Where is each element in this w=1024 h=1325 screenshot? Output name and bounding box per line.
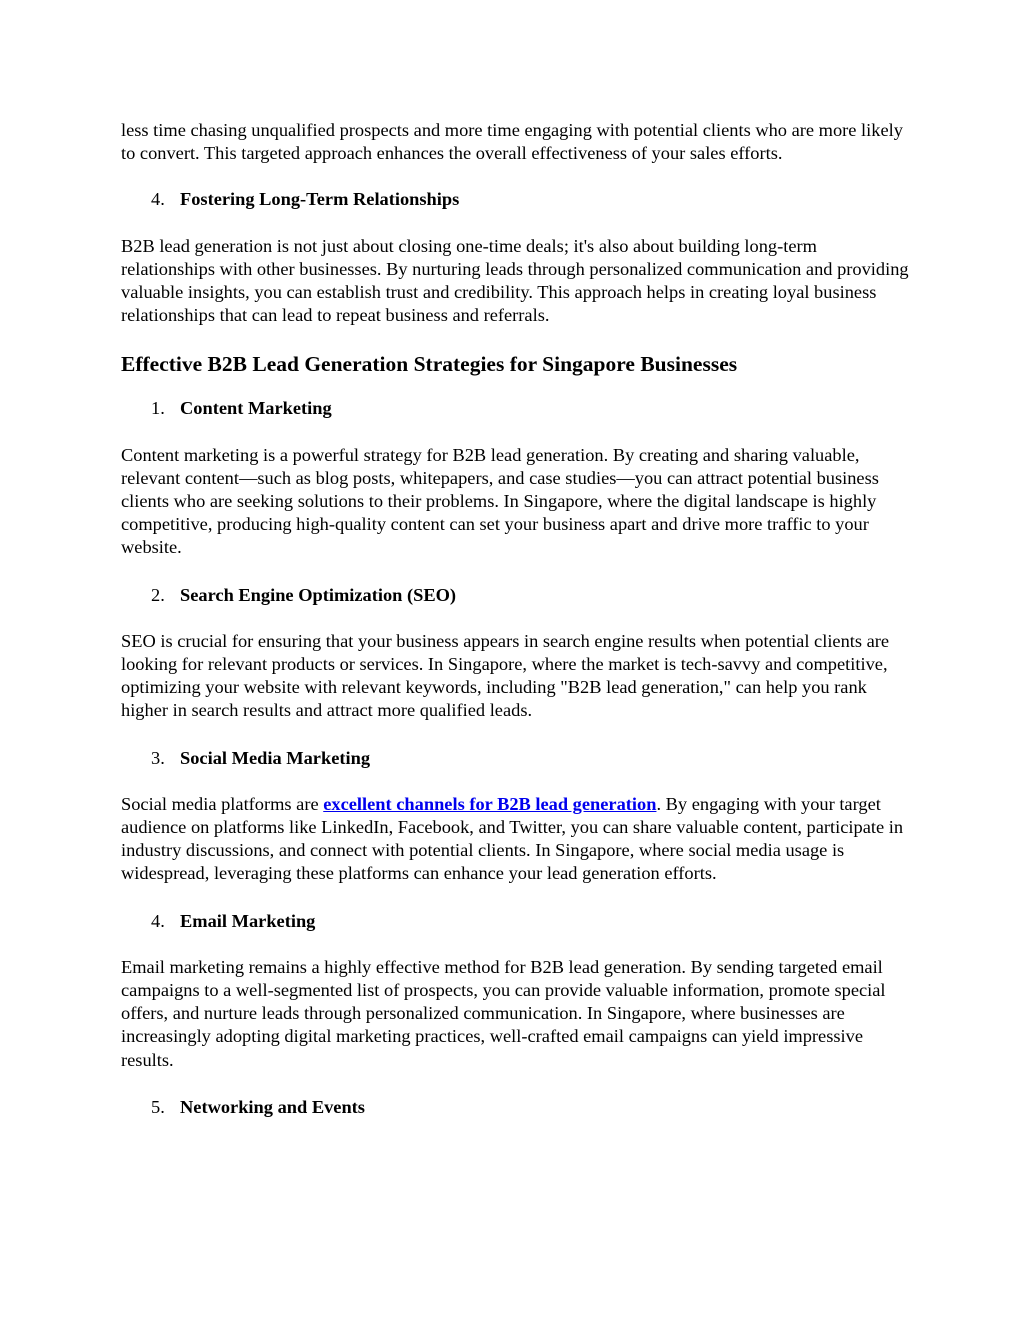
list-number: 4.	[151, 910, 165, 931]
list-item-title: Fostering Long-Term Relationships	[180, 189, 460, 210]
list-item-title: Content Marketing	[180, 398, 332, 419]
list-item-title: Email Marketing	[180, 910, 316, 931]
list-number: 3.	[151, 747, 165, 768]
list-item-title: Search Engine Optimization (SEO)	[180, 584, 457, 605]
list-item-title: Social Media Marketing	[180, 747, 371, 768]
intro-continuation-paragraph: less time chasing unqualified prospects and more time engaging with potential clients who are more likely to convert. This targeted approach enhances the overall effectiveness of your sales efforts.	[121, 120, 903, 164]
paragraph-text-after-link: . By engaging with your target audience on platforms like LinkedIn, Facebook, and Twitter, you can share valuable content, participate in industry discussions, and connect with potential clients. In Singapore, where social media usage is widespread, leveraging these platforms can enhance your lead generation efforts.	[121, 793, 904, 884]
section-heading: Effective B2B Lead Generation Strategies for Singapore Businesses	[121, 352, 738, 377]
strategy-2-heading	[121, 584, 911, 607]
strategy-4-heading	[121, 910, 911, 933]
list-number: 1.	[151, 398, 165, 419]
strategy-5-heading	[121, 1096, 911, 1119]
benefit-4-paragraph: B2B lead generation is not just about closing one-time deals; it's also about building long-term relationships with other businesses. By nurturing leads through personalized communication and providing valuable insights, you can establish trust and credibility. This approach helps in creating loyal business relationships that can lead to repeat business and referrals.	[121, 235, 909, 326]
strategy-3-paragraph	[121, 793, 911, 886]
strategy-2-paragraph: SEO is crucial for ensuring that your business appears in search engine results when potential clients are looking for relevant products or services. In Singapore, where the market is tech-savvy and competitive, optimizing your website with relevant keywords, including "B2B lead generation," can help you rank higher in search results and attract more qualified leads.	[121, 630, 890, 721]
strategy-1-heading	[121, 397, 911, 420]
list-number: 4.	[151, 189, 165, 210]
list-item-title: Networking and Events	[180, 1096, 365, 1117]
list-number: 5.	[151, 1096, 165, 1117]
paragraph-text-before-link: Social media platforms are	[121, 793, 324, 814]
strategy-3-heading	[121, 747, 911, 770]
b2b-lead-generation-link[interactable]: excellent channels for B2B lead generation	[323, 793, 657, 814]
benefit-4-heading	[121, 188, 911, 211]
document-page	[121, 119, 911, 1119]
strategy-1-paragraph: Content marketing is a powerful strategy for B2B lead generation. By creating and sharing valuable, relevant content—such as blog posts, whitepapers, and case studies—you can attract potential business clients who are seeking solutions to their problems. In Singapore, where the digital landscape is highly competitive, producing high-quality content can set your business apart and drive more traffic to your website.	[121, 444, 879, 558]
strategy-4-paragraph: Email marketing remains a highly effective method for B2B lead generation. By sending targeted email campaigns to a well-segmented list of prospects, you can provide valuable information, promote special offers, and nurture leads through personalized communication. In Singapore, where businesses are increasingly adopting digital marketing practices, well-crafted email campaigns can yield impressive results.	[121, 956, 886, 1070]
list-number: 2.	[151, 584, 165, 605]
